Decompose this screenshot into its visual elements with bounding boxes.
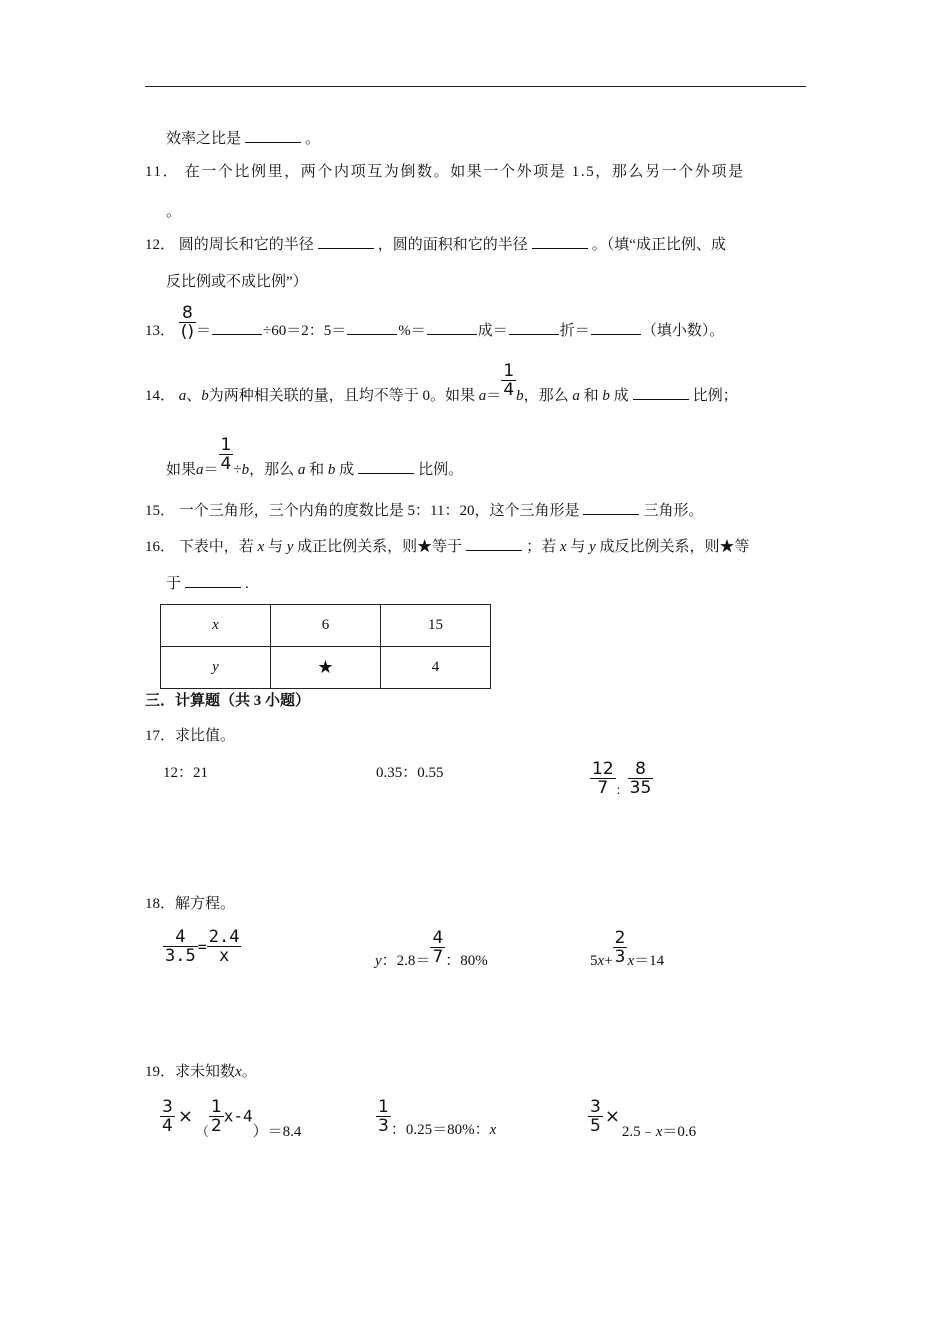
fraction-numerator: 1 (210, 1097, 222, 1117)
answer-blank[interactable] (633, 385, 689, 400)
fraction-numerator: 4 (175, 927, 186, 947)
answer-blank[interactable] (427, 320, 477, 335)
q18-b-text-2: ：80% (445, 952, 488, 969)
question-17-title: 17．求比值。 (145, 728, 236, 744)
variable-y: y (375, 952, 382, 969)
fraction-numerator: 3 (590, 1097, 601, 1117)
variable-a: a (572, 388, 580, 404)
q11-end-text: 。 (166, 204, 182, 220)
q11-text: 在一个比例里，两个内项互为倒数。如果一个外项是 1.5，那么另一个外项是 (184, 164, 745, 180)
equals: = (197, 937, 207, 956)
table-cell: x (161, 605, 271, 647)
variable-b: b (241, 462, 250, 478)
q13-text-3: 成＝ (477, 323, 508, 339)
answer-blank[interactable] (358, 459, 414, 474)
question-number: 11． (145, 164, 180, 180)
fraction-12-over-7 (590, 760, 616, 797)
fraction-1-over-3 (376, 1098, 391, 1135)
q16-text-1: 下表中，若 (178, 539, 254, 555)
answer-blank[interactable] (532, 234, 588, 249)
fraction-numerator: 4 (432, 928, 444, 948)
q10-text: 效率之比是 (166, 131, 242, 147)
variable-b: b (327, 462, 336, 478)
q16-text-2: 与 (570, 539, 586, 555)
question-18-title: 18．解方程。 (145, 896, 236, 912)
plus-sign: + (604, 952, 613, 969)
q14-text-3: 和 (309, 462, 325, 478)
fraction-numerator: 1 (220, 435, 232, 455)
q16-line-2 (166, 573, 249, 594)
equals: ＝ (203, 462, 219, 478)
fraction-denominator: 2 (210, 1116, 222, 1136)
q19-item-c (588, 1098, 696, 1142)
fraction-2-over-3 (613, 929, 628, 966)
variable-b: b (602, 388, 610, 404)
fraction-denominator: 35 (629, 778, 652, 798)
q16-text-2: 与 (267, 539, 283, 555)
q13-text-1: ÷60＝2：5＝ (263, 323, 347, 339)
variable-b: b (516, 388, 524, 404)
fraction-1-over-4 (219, 436, 234, 473)
q16-text-5: 成反比例关系，则★等 (599, 539, 750, 555)
fraction-numerator: 3 (162, 1097, 173, 1117)
table-cell: y (161, 647, 271, 689)
q14-text-3: 和 (583, 388, 599, 404)
answer-blank[interactable] (583, 500, 639, 515)
fraction-1-over-4 (501, 362, 516, 399)
variable-x: x (655, 1123, 663, 1140)
fraction-denominator: x (207, 946, 242, 965)
q19-a-right: ）＝8.4 (252, 1123, 302, 1140)
answer-blank[interactable] (245, 128, 301, 143)
q18-item-b (375, 929, 488, 971)
fraction-numerator: 1 (503, 361, 515, 381)
q13-text-5: （填小数）。 (641, 323, 725, 339)
fraction-denominator: 4 (503, 380, 515, 400)
q14-text-4: 成 (339, 462, 355, 478)
section-heading: 三．计算题（共 3 小题） (145, 693, 311, 709)
q15-end: 三角形。 (643, 503, 704, 519)
q18-item-c (590, 929, 664, 971)
question-number: 16． (145, 539, 176, 555)
q14-line-2 (166, 436, 463, 490)
table-cell: 6 (271, 605, 381, 647)
q19-title-text: 19．求未知数 (145, 1064, 236, 1080)
fraction-numerator: 1 (378, 1097, 389, 1117)
fraction-numerator: 2.4 (208, 927, 240, 947)
q12-text-1: 圆的周长和它的半径 (178, 237, 314, 253)
q14-text-2: ，那么 (523, 388, 569, 404)
question-number: 12． (145, 237, 176, 253)
q14-l2-text-1: 如果 (166, 462, 197, 478)
q17-item-c (590, 760, 653, 798)
variable-y: y (286, 539, 294, 555)
q14-l2-text-5: 比例。 (418, 462, 464, 478)
answer-blank[interactable] (318, 234, 374, 249)
fraction-denominator: 4 (162, 1116, 173, 1136)
table-row (161, 647, 491, 689)
answer-blank[interactable] (509, 320, 559, 335)
q14-text-5: 比例； (692, 388, 738, 404)
fraction-4-over-3.5 (163, 928, 198, 965)
question-12 (145, 234, 726, 255)
variable-b: b (201, 388, 209, 404)
q12-line-2 (166, 272, 308, 292)
table-cell: 4 (381, 647, 491, 689)
question-number: 14． (145, 388, 176, 404)
q10-continuation (166, 128, 320, 149)
variable-a: a (478, 388, 487, 404)
fraction-3-over-5 (588, 1098, 603, 1135)
q18-b-text-1: ：2.8＝ (381, 952, 431, 969)
q17-item-a: 12：21 (163, 765, 209, 781)
fraction-denominator: 3 (378, 1116, 389, 1136)
answer-blank[interactable] (347, 320, 397, 335)
q11-end (166, 202, 181, 222)
equals: ＝ (196, 323, 212, 339)
left-paren: （ (195, 1123, 209, 1139)
fraction-4-over-7 (430, 929, 445, 966)
fraction-denominator: 3 (614, 947, 626, 967)
q12-text-3: 。（填“成正比例、成 (591, 237, 726, 253)
q18-c-text-2: ＝14 (634, 952, 665, 969)
fraction-numerator: 8 (635, 759, 646, 779)
question-number: 13． (145, 323, 176, 339)
q13-text-2: %＝ (398, 323, 426, 339)
variable-x: x (597, 952, 605, 969)
q14-text-2: ，那么 (249, 462, 295, 478)
answer-blank[interactable] (185, 573, 241, 588)
q16-text-4: ；若 (526, 539, 557, 555)
q16-l2-end: . (245, 576, 249, 592)
fraction-8-over-blank (179, 304, 196, 341)
q16-l2-text: 于 (166, 576, 182, 592)
fraction-denominator: 7 (432, 947, 444, 967)
variable-y: y (589, 539, 596, 555)
fraction-denominator: 4 (220, 454, 232, 474)
q10-end: 。 (305, 131, 321, 147)
fraction-denominator: 7 (590, 778, 616, 797)
variable-a: a (178, 388, 187, 404)
variable-x: x (257, 539, 265, 555)
header-rule (145, 86, 806, 87)
q16-text-3: 成正比例关系，则★等于 (297, 539, 463, 555)
q17-item-b: 0.35：0.55 (376, 765, 444, 781)
fraction-numerator: 12 (592, 759, 614, 779)
question-15 (145, 500, 703, 521)
fraction-denominator: 5 (590, 1116, 601, 1136)
xy-table (160, 604, 491, 689)
q18-c-text-1: 5 (590, 952, 598, 969)
fraction-8-over-35 (628, 760, 654, 797)
ratio-colon: ： (615, 782, 628, 797)
table-row (161, 605, 491, 647)
q14-text-4: 成 (613, 388, 629, 404)
fraction-denominator: 3.5 (165, 946, 196, 966)
divide-sign: ÷ (233, 462, 242, 478)
star-cell: ★ (271, 647, 381, 689)
question-19-title (145, 1062, 257, 1082)
q19-c-text-2: ＝0.6 (662, 1123, 697, 1140)
question-16 (145, 536, 750, 557)
variable-x: x (627, 952, 635, 969)
fraction-2.4-over-x (207, 928, 242, 965)
fraction-numerator: 8 (181, 303, 193, 323)
fraction-denominator: () (180, 322, 195, 342)
q13-text-4: 折＝ (559, 323, 590, 339)
fraction-numerator: 2 (614, 928, 626, 948)
q19-c-text-1: 2.5﹣ (621, 1123, 656, 1140)
variable-x: x (235, 1064, 242, 1080)
q15-text: 一个三角形，三个内角的度数比是 5：11：20，这个三角形是 (178, 503, 580, 519)
answer-blank[interactable] (466, 536, 522, 551)
q19-title-end: 。 (241, 1064, 257, 1080)
times-sign: × (177, 1105, 193, 1127)
q19-b-text: ：0.25＝80%： (390, 1121, 490, 1138)
fraction-3-over-4 (160, 1098, 175, 1135)
q19-item-a (160, 1098, 301, 1142)
question-11 (145, 162, 745, 182)
q19-item-b (376, 1098, 496, 1140)
answer-blank[interactable] (591, 320, 641, 335)
times-sign: × (604, 1105, 620, 1127)
table-cell: 15 (381, 605, 491, 647)
question-13 (145, 304, 724, 349)
variable-x: x (559, 539, 567, 555)
question-number: 15． (145, 503, 176, 519)
variable-x: x (489, 1121, 497, 1138)
variable-a: a (196, 462, 204, 478)
q18-item-a (163, 928, 241, 965)
equals: ＝ (486, 388, 502, 404)
variable-a: a (297, 462, 306, 478)
q19-a-mid: x-4 (223, 1106, 253, 1126)
q12-line2-text: 反比例或不成比例”） (166, 274, 308, 290)
fraction-1-over-2 (209, 1098, 224, 1135)
answer-blank[interactable] (212, 320, 262, 335)
q12-text-2: ，圆的面积和它的半径 (377, 237, 528, 253)
question-14 (145, 362, 738, 416)
q14-text-1: 为两种相关联的量，且均不等于 0。如果 (208, 388, 476, 404)
separator: 、 (186, 388, 202, 404)
